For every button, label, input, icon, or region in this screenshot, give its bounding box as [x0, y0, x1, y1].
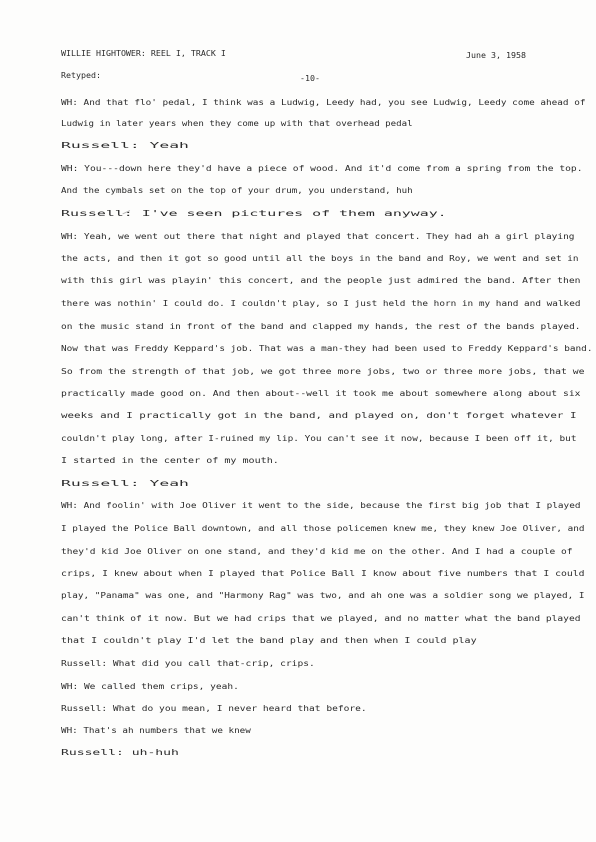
retyped-label: Retyped:	[61, 70, 101, 80]
transcript-line: Russell: I've seen pictures of them anyway.	[61, 208, 447, 218]
transcript-line: Russell: uh-huh	[61, 747, 179, 757]
transcript-line: Russell: What did you call that-crip, crips.	[61, 658, 315, 668]
transcript-line: play, "Panama" was one, and "Harmony Rag" was two, and ah one was a soldier song we played, I	[61, 590, 585, 600]
transcript-line: that I couldn't play I'd let the band play and then when I could play	[61, 635, 477, 645]
transcript-line: Russell: Yeah	[61, 140, 189, 150]
header-date: June 3, 1958	[466, 50, 526, 60]
transcript-line: weeks and I practically got in the band, and played on, don't forget whatever I	[61, 410, 577, 420]
transcript-line: Ludwig in later years when they come up with that overhead pedal	[61, 118, 413, 128]
transcript-line: I played the Police Ball downtown, and all those policemen knew me, they knew Joe Oliver, and	[61, 523, 585, 533]
transcript-line: So from the strength of that job, we got three more jobs, two or three more jobs, that we	[61, 366, 585, 376]
transcript-line: And the cymbals set on the top of your drum, you understand, huh	[61, 185, 413, 195]
transcript-line: they'd kid Joe Oliver on one stand, and they'd kid me on the other. And I had a couple of	[61, 546, 573, 556]
transcript-line: WH: You---down here they'd have a piece of wood. And it'd come from a spring from the top.	[61, 163, 583, 173]
page-number: -10-	[300, 73, 320, 83]
transcript-line: WH: We called them crips, yeah.	[61, 681, 239, 691]
transcript-line: the acts, and then it got so good until all the boys in the band and Roy, we went and set in	[61, 253, 579, 263]
transcript-line: with this girl was playin' this concert, and the people just admired the band. After then	[61, 275, 581, 285]
transcript-line: crips, I knew about when I played that Police Ball I know about five numbers that I could	[61, 568, 585, 578]
transcript-line: WH: That's ah numbers that we knew	[61, 725, 251, 735]
transcript-line: practically made good on. And then about--well it took me about somewhere along about six	[61, 388, 581, 398]
transcript-line: can't think of it now. But we had crips that we played, and no matter what the band played	[61, 613, 581, 623]
header-title: WILLIE HIGHTOWER: REEL I, TRACK I	[61, 48, 226, 58]
transcript-line: Russell: Yeah	[61, 478, 189, 488]
transcript-line: Russell: What do you mean, I never heard that before.	[61, 703, 367, 713]
transcript-line: couldn't play long, after I-ruined my lip. You can't see it now, because I been off it, but	[61, 433, 577, 443]
transcript-line: on the music stand in front of the band and clapped my hands, the rest of the bands played.	[61, 321, 581, 331]
transcript-line: I started in the center of my mouth.	[61, 455, 279, 465]
transcript-line: WH: And foolin' with Joe Oliver it went to the side, because the first big job that I played	[61, 500, 581, 510]
transcript-line: WH: And that flo' pedal, I think was a Ludwig, Leedy had, you see Ludwig, Leedy come ahead of	[61, 97, 586, 107]
transcript-line: WH: Yeah, we went out there that night and played that concert. They had ah a girl playing	[61, 231, 575, 241]
transcript-line: Now that was Freddy Keppard's job. That was a man-they had been used to Freddy Keppard's band.	[61, 343, 593, 353]
transcript-line: there was nothin' I could do. I couldn't play, so I just held the horn in my hand and walked	[61, 298, 581, 308]
